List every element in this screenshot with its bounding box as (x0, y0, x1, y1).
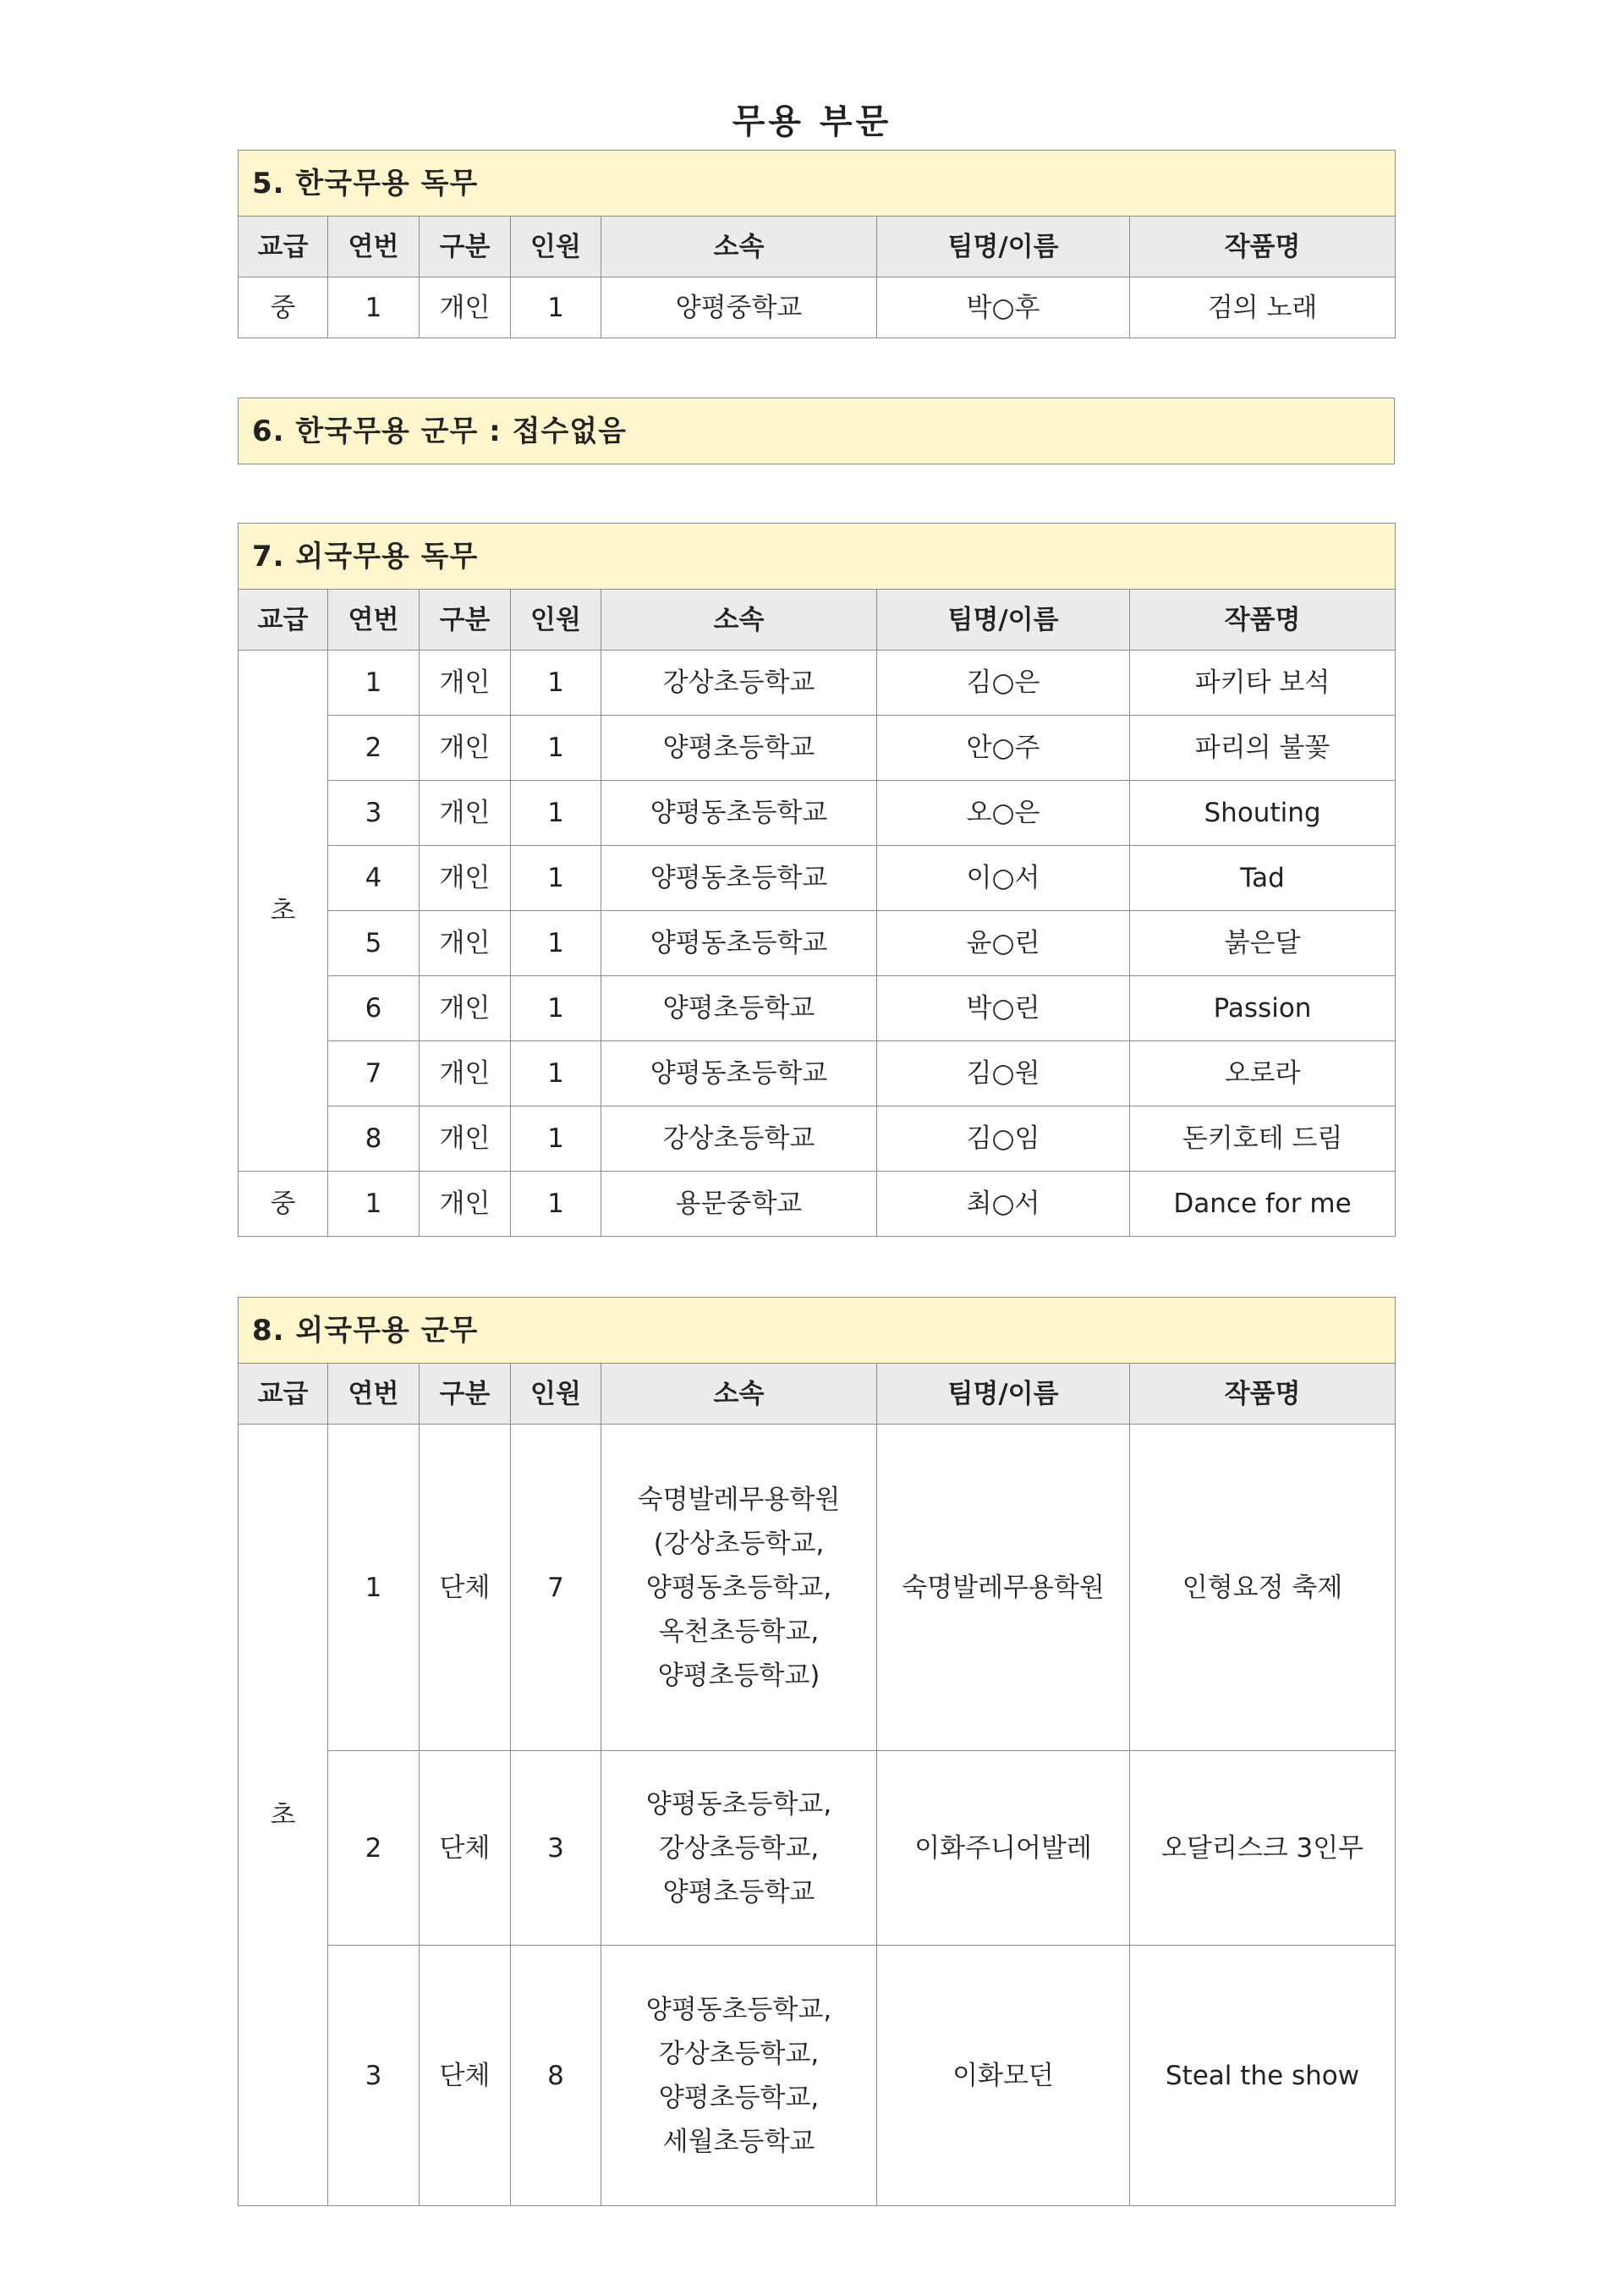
cell-no: 2 (328, 1751, 420, 1946)
cell-type: 개인 (420, 716, 511, 781)
cell-work: 오달리스크 3인무 (1130, 1751, 1396, 1946)
cell-work: 붉은달 (1130, 911, 1396, 976)
section-title: 6. 한국무용 군무 : 접수없음 (239, 398, 1395, 464)
cell-no: 1 (328, 277, 420, 338)
cell-no: 7 (328, 1041, 420, 1106)
cell-no: 1 (328, 1172, 420, 1237)
cell-work: Shouting (1130, 781, 1396, 846)
table-row (239, 651, 1396, 716)
school-line: 양평동초등학교, (645, 1788, 832, 1820)
cell-no: 5 (328, 911, 420, 976)
header-school: 소속 (601, 1364, 877, 1425)
table-row (239, 1172, 1396, 1237)
cell-work: Steal the show (1130, 1946, 1396, 2206)
school-line: 양평동초등학교, (645, 1994, 832, 2025)
header-type: 구분 (420, 590, 511, 651)
cell-school (601, 1946, 877, 2206)
cell-work: 오로라 (1130, 1041, 1396, 1106)
school-line: 옥천초등학교, (658, 1616, 820, 1647)
cell-count: 1 (511, 1172, 601, 1237)
cell-no: 3 (328, 1946, 420, 2206)
cell-work: 돈키호테 드림 (1130, 1106, 1396, 1172)
section-foreign-group (238, 1297, 1395, 2206)
table-row (239, 1946, 1396, 2206)
header-school: 소속 (601, 590, 877, 651)
header-level: 교급 (239, 1364, 328, 1425)
foreign-solo-table (238, 523, 1396, 1237)
cell-work: Tad (1130, 846, 1396, 911)
cell-type: 단체 (420, 1425, 511, 1751)
header-level: 교급 (239, 590, 328, 651)
cell-count: 1 (511, 1041, 601, 1106)
school-line: 숙명발레무용학원 (637, 1484, 841, 1515)
school-line: 강상초등학교, (658, 1832, 820, 1864)
cell-level: 중 (239, 1172, 328, 1237)
cell-school (601, 1425, 877, 1751)
cell-type: 개인 (420, 1172, 511, 1237)
cell-no: 8 (328, 1106, 420, 1172)
table-row (239, 911, 1396, 976)
header-type: 구분 (420, 217, 511, 277)
cell-count: 1 (511, 976, 601, 1041)
cell-team: 오○은 (877, 781, 1130, 846)
cell-team: 박○후 (877, 277, 1130, 338)
cell-school: 용문중학교 (601, 1172, 877, 1237)
cell-team: 이화모던 (877, 1946, 1130, 2206)
section-foreign-solo (238, 523, 1395, 1237)
school-line: 양평동초등학교, (645, 1572, 832, 1603)
cell-school: 양평동초등학교 (601, 1041, 877, 1106)
cell-type: 개인 (420, 846, 511, 911)
cell-school: 양평초등학교 (601, 716, 877, 781)
section-korean-group (238, 398, 1395, 464)
cell-type: 개인 (420, 911, 511, 976)
cell-count: 1 (511, 277, 601, 338)
cell-level-group: 초 (239, 651, 328, 1172)
cell-school: 강상초등학교 (601, 651, 877, 716)
table-row (239, 1106, 1396, 1172)
cell-work: 파키타 보석 (1130, 651, 1396, 716)
header-no: 연번 (328, 217, 420, 277)
school-line: 세월초등학교 (662, 2126, 815, 2157)
cell-work: 파리의 불꽃 (1130, 716, 1396, 781)
cell-team: 김○원 (877, 1041, 1130, 1106)
cell-count: 1 (511, 846, 601, 911)
table-row (239, 976, 1396, 1041)
cell-school: 양평중학교 (601, 277, 877, 338)
korean-group-table (238, 398, 1395, 464)
cell-type: 개인 (420, 976, 511, 1041)
table-row (239, 1041, 1396, 1106)
header-work: 작품명 (1130, 590, 1396, 651)
table-row (239, 1425, 1396, 1751)
cell-count: 1 (511, 1106, 601, 1172)
school-line: 양평초등학교 (662, 1876, 815, 1908)
cell-type: 단체 (420, 1946, 511, 2206)
cell-count: 1 (511, 781, 601, 846)
school-line: 강상초등학교, (658, 2038, 820, 2069)
header-school: 소속 (601, 217, 877, 277)
cell-work: Dance for me (1130, 1172, 1396, 1237)
cell-type: 개인 (420, 781, 511, 846)
cell-no: 2 (328, 716, 420, 781)
cell-type: 개인 (420, 277, 511, 338)
cell-no: 3 (328, 781, 420, 846)
cell-school: 강상초등학교 (601, 1106, 877, 1172)
section-title: 7. 외국무용 독무 (239, 524, 1396, 590)
header-no: 연번 (328, 1364, 420, 1425)
header-count: 인원 (511, 590, 601, 651)
cell-type: 단체 (420, 1751, 511, 1946)
cell-count: 1 (511, 716, 601, 781)
cell-school: 양평동초등학교 (601, 846, 877, 911)
cell-team: 최○서 (877, 1172, 1130, 1237)
cell-level-group: 초 (239, 1425, 328, 2206)
cell-school: 양평초등학교 (601, 976, 877, 1041)
cell-type: 개인 (420, 651, 511, 716)
cell-no: 1 (328, 651, 420, 716)
header-no: 연번 (328, 590, 420, 651)
header-team: 팀명/이름 (877, 1364, 1130, 1425)
header-team: 팀명/이름 (877, 217, 1130, 277)
cell-work: Passion (1130, 976, 1396, 1041)
school-line: (강상초등학교, (653, 1528, 825, 1559)
cell-count: 7 (511, 1425, 601, 1751)
korean-solo-table (238, 150, 1396, 338)
cell-team: 윤○린 (877, 911, 1130, 976)
page-title: 무용 부문 (732, 102, 892, 141)
section-title: 5. 한국무용 독무 (239, 151, 1396, 217)
cell-team: 김○임 (877, 1106, 1130, 1172)
header-team: 팀명/이름 (877, 590, 1130, 651)
cell-team: 박○린 (877, 976, 1130, 1041)
table-row (239, 716, 1396, 781)
cell-type: 개인 (420, 1106, 511, 1172)
table-row (239, 781, 1396, 846)
header-work: 작품명 (1130, 1364, 1396, 1425)
cell-no: 1 (328, 1425, 420, 1751)
cell-count: 8 (511, 1946, 601, 2206)
table-row (239, 1751, 1396, 1946)
cell-team: 숙명발레무용학원 (877, 1425, 1130, 1751)
table-row (239, 846, 1396, 911)
cell-count: 1 (511, 651, 601, 716)
cell-count: 1 (511, 911, 601, 976)
cell-count: 3 (511, 1751, 601, 1946)
section-title: 8. 외국무용 군무 (239, 1298, 1396, 1364)
school-line: 양평초등학교, (658, 2082, 820, 2113)
cell-work: 인형요정 축제 (1130, 1425, 1396, 1751)
table-row (239, 277, 1396, 338)
cell-type: 개인 (420, 1041, 511, 1106)
section-korean-solo (238, 150, 1395, 338)
cell-school (601, 1751, 877, 1946)
cell-work: 검의 노래 (1130, 277, 1396, 338)
cell-team: 김○은 (877, 651, 1130, 716)
header-level: 교급 (239, 217, 328, 277)
header-work: 작품명 (1130, 217, 1396, 277)
cell-school: 양평동초등학교 (601, 911, 877, 976)
cell-no: 6 (328, 976, 420, 1041)
cell-team: 이화주니어발레 (877, 1751, 1130, 1946)
cell-team: 이○서 (877, 846, 1130, 911)
header-count: 인원 (511, 217, 601, 277)
cell-team: 안○주 (877, 716, 1130, 781)
cell-school: 양평동초등학교 (601, 781, 877, 846)
cell-no: 4 (328, 846, 420, 911)
header-type: 구분 (420, 1364, 511, 1425)
header-count: 인원 (511, 1364, 601, 1425)
foreign-group-table (238, 1297, 1396, 2206)
cell-level: 중 (239, 277, 328, 338)
school-line: 양평초등학교) (657, 1660, 820, 1691)
